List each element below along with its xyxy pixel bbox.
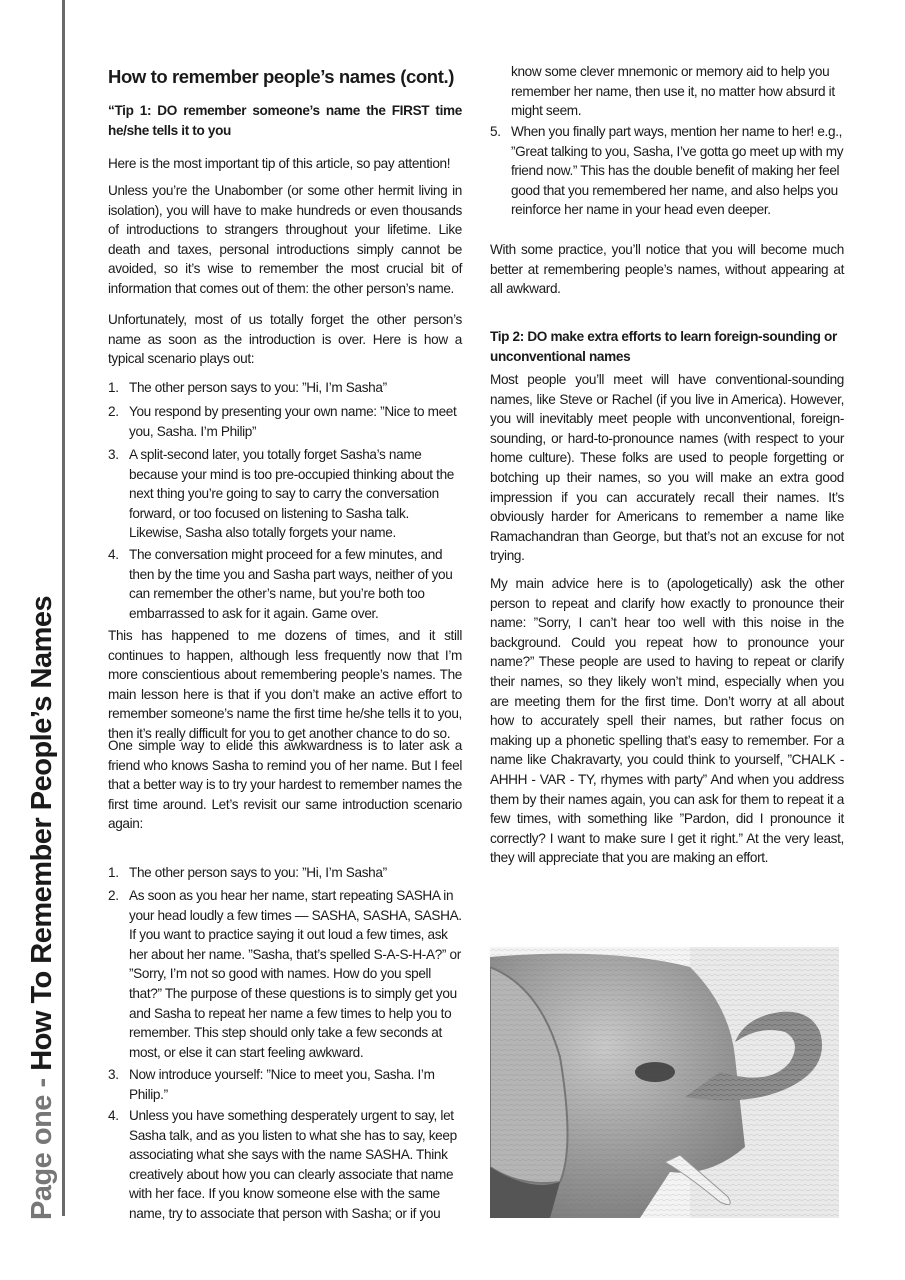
- list-number: 5.: [490, 124, 501, 139]
- tip2-heading: Tip 2: DO make extra efforts to learn foreign-sounding or unconventional names: [490, 329, 837, 364]
- list-number: 2.: [108, 888, 119, 903]
- list-text: The other person says to you: ”Hi, I’m Sasha”: [129, 865, 387, 880]
- paragraph: Most people you’ll meet will have conventional-sounding names, like Steve or Rachel (if you live in America). However, you will inevitably meet people with unconventional, foreign-sounding, or hard-to-pronounce names (with respect to your home culture). These folks are used to people forgetting or botching up their names, so you will make an extra good impression if you can accurately recall their names. It’s obviously harder for Americans to remember a name like Ramachandran than George, but that’s not an excuse for not trying.: [490, 372, 844, 564]
- running-title-prefix: Page one -: [26, 1070, 58, 1220]
- list-item: [108, 886, 462, 1062]
- list-number: 3.: [108, 447, 119, 462]
- list-continuation: know some clever mnemonic or memory aid to help you remember her name, then use it, no matter how absurd it might seem.: [511, 64, 835, 119]
- list-text: You respond by presenting your own name: ”Nice to meet you, Sasha. I’m Philip”: [129, 404, 457, 439]
- list-number: 1.: [108, 380, 119, 395]
- list-item: [108, 1065, 462, 1104]
- list-number: 1.: [108, 865, 119, 880]
- list-number: 4.: [108, 547, 119, 562]
- tip1-heading: “Tip 1: DO remember someone’s name the FIRST time he/she tells it to you: [108, 103, 462, 138]
- paragraph: Unless you’re the Unabomber (or some other hermit living in isolation), you will have to make hundreds or even thousands of introductions to strangers throughout your lifetime. Like death and taxes, personal introductions simply cannot be avoided, so it’s wise to remember the most crucial bit of information that comes out of them: the other person’s name.: [108, 183, 462, 296]
- list-text: The other person says to you: ”Hi, I’m Sasha”: [129, 380, 387, 395]
- list-item: [108, 402, 462, 441]
- list-text: Now introduce yourself: ”Nice to meet you, Sasha. I’m Philip.”: [129, 1067, 435, 1102]
- list-text: A split-second later, you totally forget Sasha’s name because your mind is too pre-occupied thinking about the next thing you’re going to say to carry the conversation forward, or too focused on listening to Sasha talk. Likewise, Sasha also totally forgets your name.: [129, 447, 454, 541]
- paragraph: Unfortunately, most of us totally forget the other person’s name as soon as the introduction is over. Here is how a typical scenario plays out:: [108, 312, 462, 367]
- running-title: [26, 596, 59, 1220]
- running-title-text: How To Remember People’s Names: [26, 595, 58, 1071]
- list-item: [108, 1106, 462, 1224]
- list-item: [490, 122, 844, 220]
- list-text: As soon as you hear her name, start repeating SASHA in your head loudly a few times — SASHA, SASHA, SASHA. If you want to practice saying it out loud a few times, ask her about her name. ”Sasha, that’s spelled S-A-S-H-A?” or ”Sorry, I’m not so good with names. How do you spell that?” The purpose of these questions is to simply get you and Sasha to repeat her name a few times to help you to remember. This step should only take a few seconds at most, or else it can start feeling awkward.: [129, 888, 462, 1060]
- list-text: Unless you have something desperately urgent to say, let Sasha talk, and as you listen to what she has to say, keep associating what she says with the name SASHA. Think creatively about how you can clearly associate that name with her face. If you know someone else with the same name, try to associate that person with Sasha; or if you: [129, 1108, 457, 1221]
- list-item: [108, 445, 462, 543]
- list-text: When you finally part ways, mention her name to her! e.g., ”Great talking to you, Sasha, I’ve gotta go meet up with my friend now.” This has the double benefit of making her feel good that you remembered her name, and also helps you reinforce her name in your head even deeper.: [511, 124, 844, 218]
- paragraph: This has happened to me dozens of times, and it still continues to happen, although less frequently now that I’m more conscientious about remembering people’s names. The main lesson here is that if you don’t make an active effort to remember someone’s name the first time he/she tells it to you, then it’s really difficult for you to get another chance to do so.: [108, 628, 462, 741]
- list-item: [108, 863, 462, 883]
- list-text: The conversation might proceed for a few minutes, and then by the time you and Sasha part ways, neither of you can remember the other’s name, but you’re both too embarrassed to ask for it again. Game over.: [129, 547, 453, 621]
- page-heading: How to remember people’s names (cont.): [108, 66, 454, 87]
- list-number: 3.: [108, 1067, 119, 1082]
- paragraph: One simple way to elide this awkwardness is to later ask a friend who knows Sasha to remind you of her name. But I feel that a better way is to try your hardest to remember names the first time around. Let’s revisit our same introduction scenario again:: [108, 738, 462, 832]
- paragraph: Here is the most important tip of this article, so pay attention!: [108, 156, 451, 171]
- margin-rule: [62, 0, 65, 1216]
- list-item: [108, 545, 462, 623]
- list-number: 4.: [108, 1108, 119, 1123]
- elephant-photo: [490, 947, 839, 1218]
- list-number: 2.: [108, 404, 119, 419]
- paragraph: My main advice here is to (apologetically) ask the other person to repeat and clarify how exactly to pronounce their name: ”Sorry, I can’t hear too well with this noise in the background. Could you repeat how to pronounce your name?” These people are used to having to repeat or clarify their names, so they likely won’t mind, especially when you are meeting them for the first time. Don’t worry at all about how to accurately spell their names, but rather focus on making up a phonetic spelling that’s easy to remember. For a name like Chakravarty, you could think to yourself, ”CHALK - AHHH - VAR - TY, rhymes with party” And when you address them by their names again, you can ask for them to repeat it a few times, with something like ”Pardon, did I pronounce it correctly? I want to make sure I get it right.” At the very least, they will appreciate that you are making an effort.: [490, 576, 844, 866]
- paragraph: With some practice, you’ll notice that you will become much better at remembering people’s names, without appearing at all awkward.: [490, 242, 844, 297]
- list-item: [108, 378, 462, 398]
